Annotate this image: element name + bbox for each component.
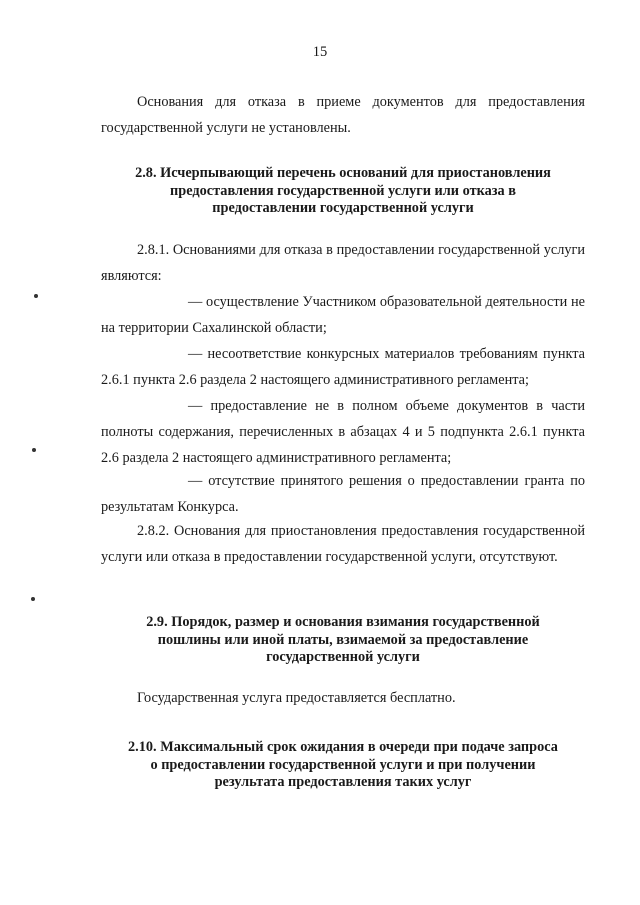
list-item: — осуществление Участником образовательной деятельности не на территории Сахалинской области; [101, 294, 585, 336]
list-item: — несоответствие конкурсных материалов требованиям пункта 2.6.1 пункта 2.6 раздела 2 настоящего административного регламента; [101, 346, 585, 388]
paragraph-2-8-1: 2.8.1. Основаниями для отказа в предоставлении государственной услуги являются: [101, 242, 585, 284]
heading-line: результата предоставления таких услуг [214, 774, 472, 790]
paragraph-2-8-2: 2.8.2. Основания для приостановления предоставления государственной услуги или отказа в предоставлении государственной услуги, отсутствуют. [101, 523, 585, 565]
section-2-8-heading [100, 165, 586, 218]
heading-line: предоставления государственной услуги или отказа в [170, 182, 516, 199]
section-2-9-text: Государственная услуга предоставляется бесплатно. [137, 690, 456, 706]
heading-line: предоставлении государственной услуги [212, 200, 474, 216]
section-2-10-heading [100, 739, 586, 792]
list-item: — отсутствие принятого решения о предоставлении гранта по результатам Конкурса. [101, 473, 585, 515]
heading-line: 2.9. Порядок, размер и основания взимания государственной [146, 614, 540, 630]
heading-line: пошлины или иной платы, взимаемой за предоставление [157, 631, 529, 648]
section-2-9-heading [100, 614, 586, 667]
heading-line: о предоставлении государственной услуги и при получении [150, 756, 536, 773]
intro-paragraph: Основания для отказа в приеме документов для предоставления государственной услуги не установлены. [101, 94, 585, 136]
heading-line: 2.8. Исчерпывающий перечень оснований для приостановления [135, 165, 551, 181]
list-item: — предоставление не в полном объеме документов в части полноты содержания, перечисленных в абзацах 4 и 5 подпункта 2.6.1 пункта 2.6 раздела 2 настоящего административного регламента; [101, 398, 585, 466]
scan-speck [31, 597, 35, 601]
page-number: 15 [312, 44, 328, 60]
scan-speck [32, 448, 36, 452]
heading-line: 2.10. Максимальный срок ожидания в очереди при подаче запроса [128, 739, 558, 755]
heading-line: государственной услуги [266, 649, 420, 665]
scan-speck [34, 294, 38, 298]
